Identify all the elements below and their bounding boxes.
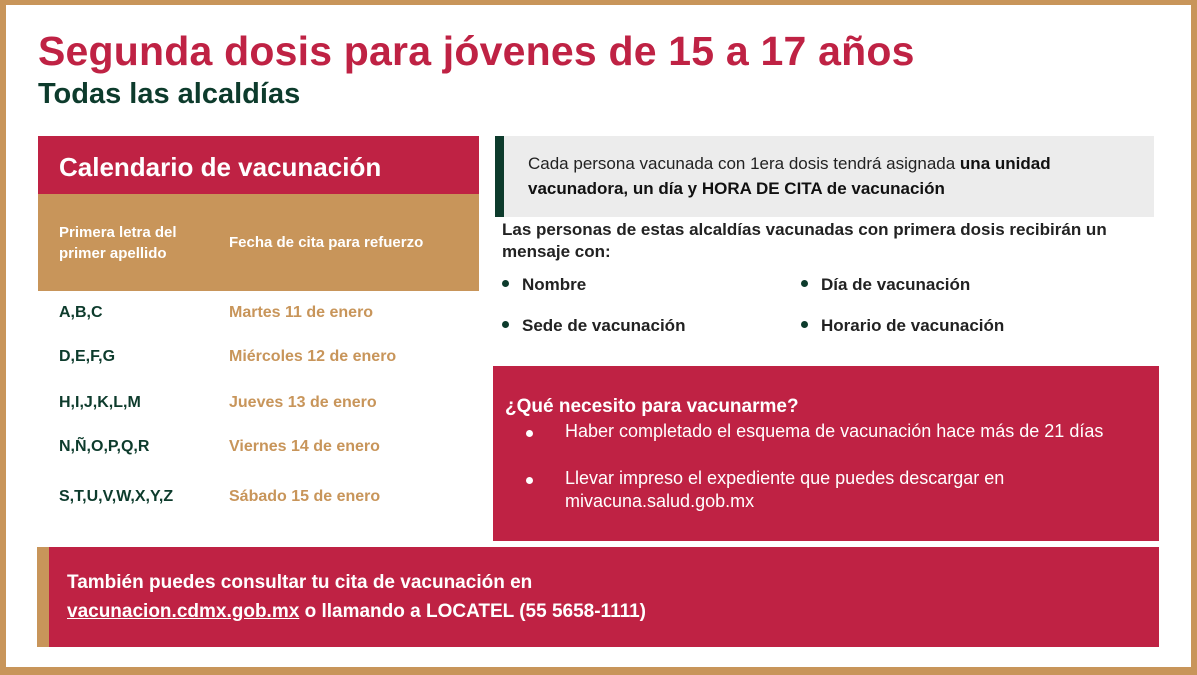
requirements-box [493, 366, 1159, 541]
row-letters: A,B,C [59, 304, 103, 321]
calendar-title: Calendario de vacunación [38, 136, 479, 194]
requirements-title: ¿Qué necesito para vacunarme? [505, 396, 799, 417]
bullet-dot-icon [502, 280, 509, 287]
message-intro: Las personas de estas alcaldías vacunadas con primera dosis recibirán un mensaje con: [502, 220, 1107, 261]
calendar-row [38, 488, 479, 518]
row-date: Martes 11 de enero [229, 304, 374, 321]
info-text [528, 151, 1148, 201]
message-item [502, 275, 586, 295]
calendar-row [38, 438, 479, 468]
info-callout [495, 136, 1154, 217]
requirement-item: Llevar impreso el expediente que puedes descargar en mivacuna.salud.gob.mx [565, 468, 1005, 511]
footer-line2 [67, 601, 646, 623]
row-date: Miércoles 12 de enero [229, 348, 397, 365]
calendar-row [38, 394, 479, 424]
message-item-label: Sede de vacunación [522, 316, 686, 335]
page-subtitle: Todas las alcaldías [38, 78, 301, 110]
row-date: Sábado 15 de enero [229, 488, 381, 505]
message-item-label: Horario de vacunación [821, 316, 1005, 335]
message-item [801, 316, 1004, 336]
info-text-bold: una unidad vacunadora, un día y HORA DE CITA de vacunación [528, 154, 1051, 198]
row-date: Jueves 13 de enero [229, 394, 377, 411]
requirement-item: Haber completado el esquema de vacunación hace más de 21 días [565, 421, 1104, 441]
row-date: Viernes 14 de enero [229, 438, 380, 455]
footer-line1: También puedes consultar tu cita de vacunación en [67, 572, 533, 593]
column-header-letter: Primera letra del primer apellido [59, 224, 177, 262]
message-item [502, 316, 685, 336]
calendar-row [38, 348, 479, 378]
row-letters: D,E,F,G [59, 348, 116, 365]
column-header-date: Fecha de cita para refuerzo [229, 234, 424, 251]
message-item-label: Día de vacunación [821, 275, 971, 294]
bullet-dot-icon [502, 321, 509, 328]
page-title: Segunda dosis para jóvenes de 15 a 17 años [38, 28, 915, 74]
row-letters: S,T,U,V,W,X,Y,Z [59, 488, 174, 505]
calendar-column-headers [38, 194, 479, 291]
message-item-label: Nombre [522, 275, 587, 294]
bullet-dot-icon [526, 430, 533, 437]
bullet-dot-icon [526, 477, 533, 484]
footer-line2-text: o llamando a LOCATEL (55 5658-1111) [299, 601, 647, 622]
row-letters: N,Ñ,O,P,Q,R [59, 438, 150, 455]
footer-link[interactable]: vacunacion.cdmx.gob.mx [67, 601, 300, 622]
row-letters: H,I,J,K,L,M [59, 394, 141, 411]
message-item [801, 275, 970, 295]
footer-banner [37, 547, 1159, 647]
info-text-plain: Cada persona vacunada con 1era dosis tendrá asignada [528, 154, 960, 173]
calendar-row [38, 304, 479, 334]
bullet-dot-icon [801, 321, 808, 328]
bullet-dot-icon [801, 280, 808, 287]
